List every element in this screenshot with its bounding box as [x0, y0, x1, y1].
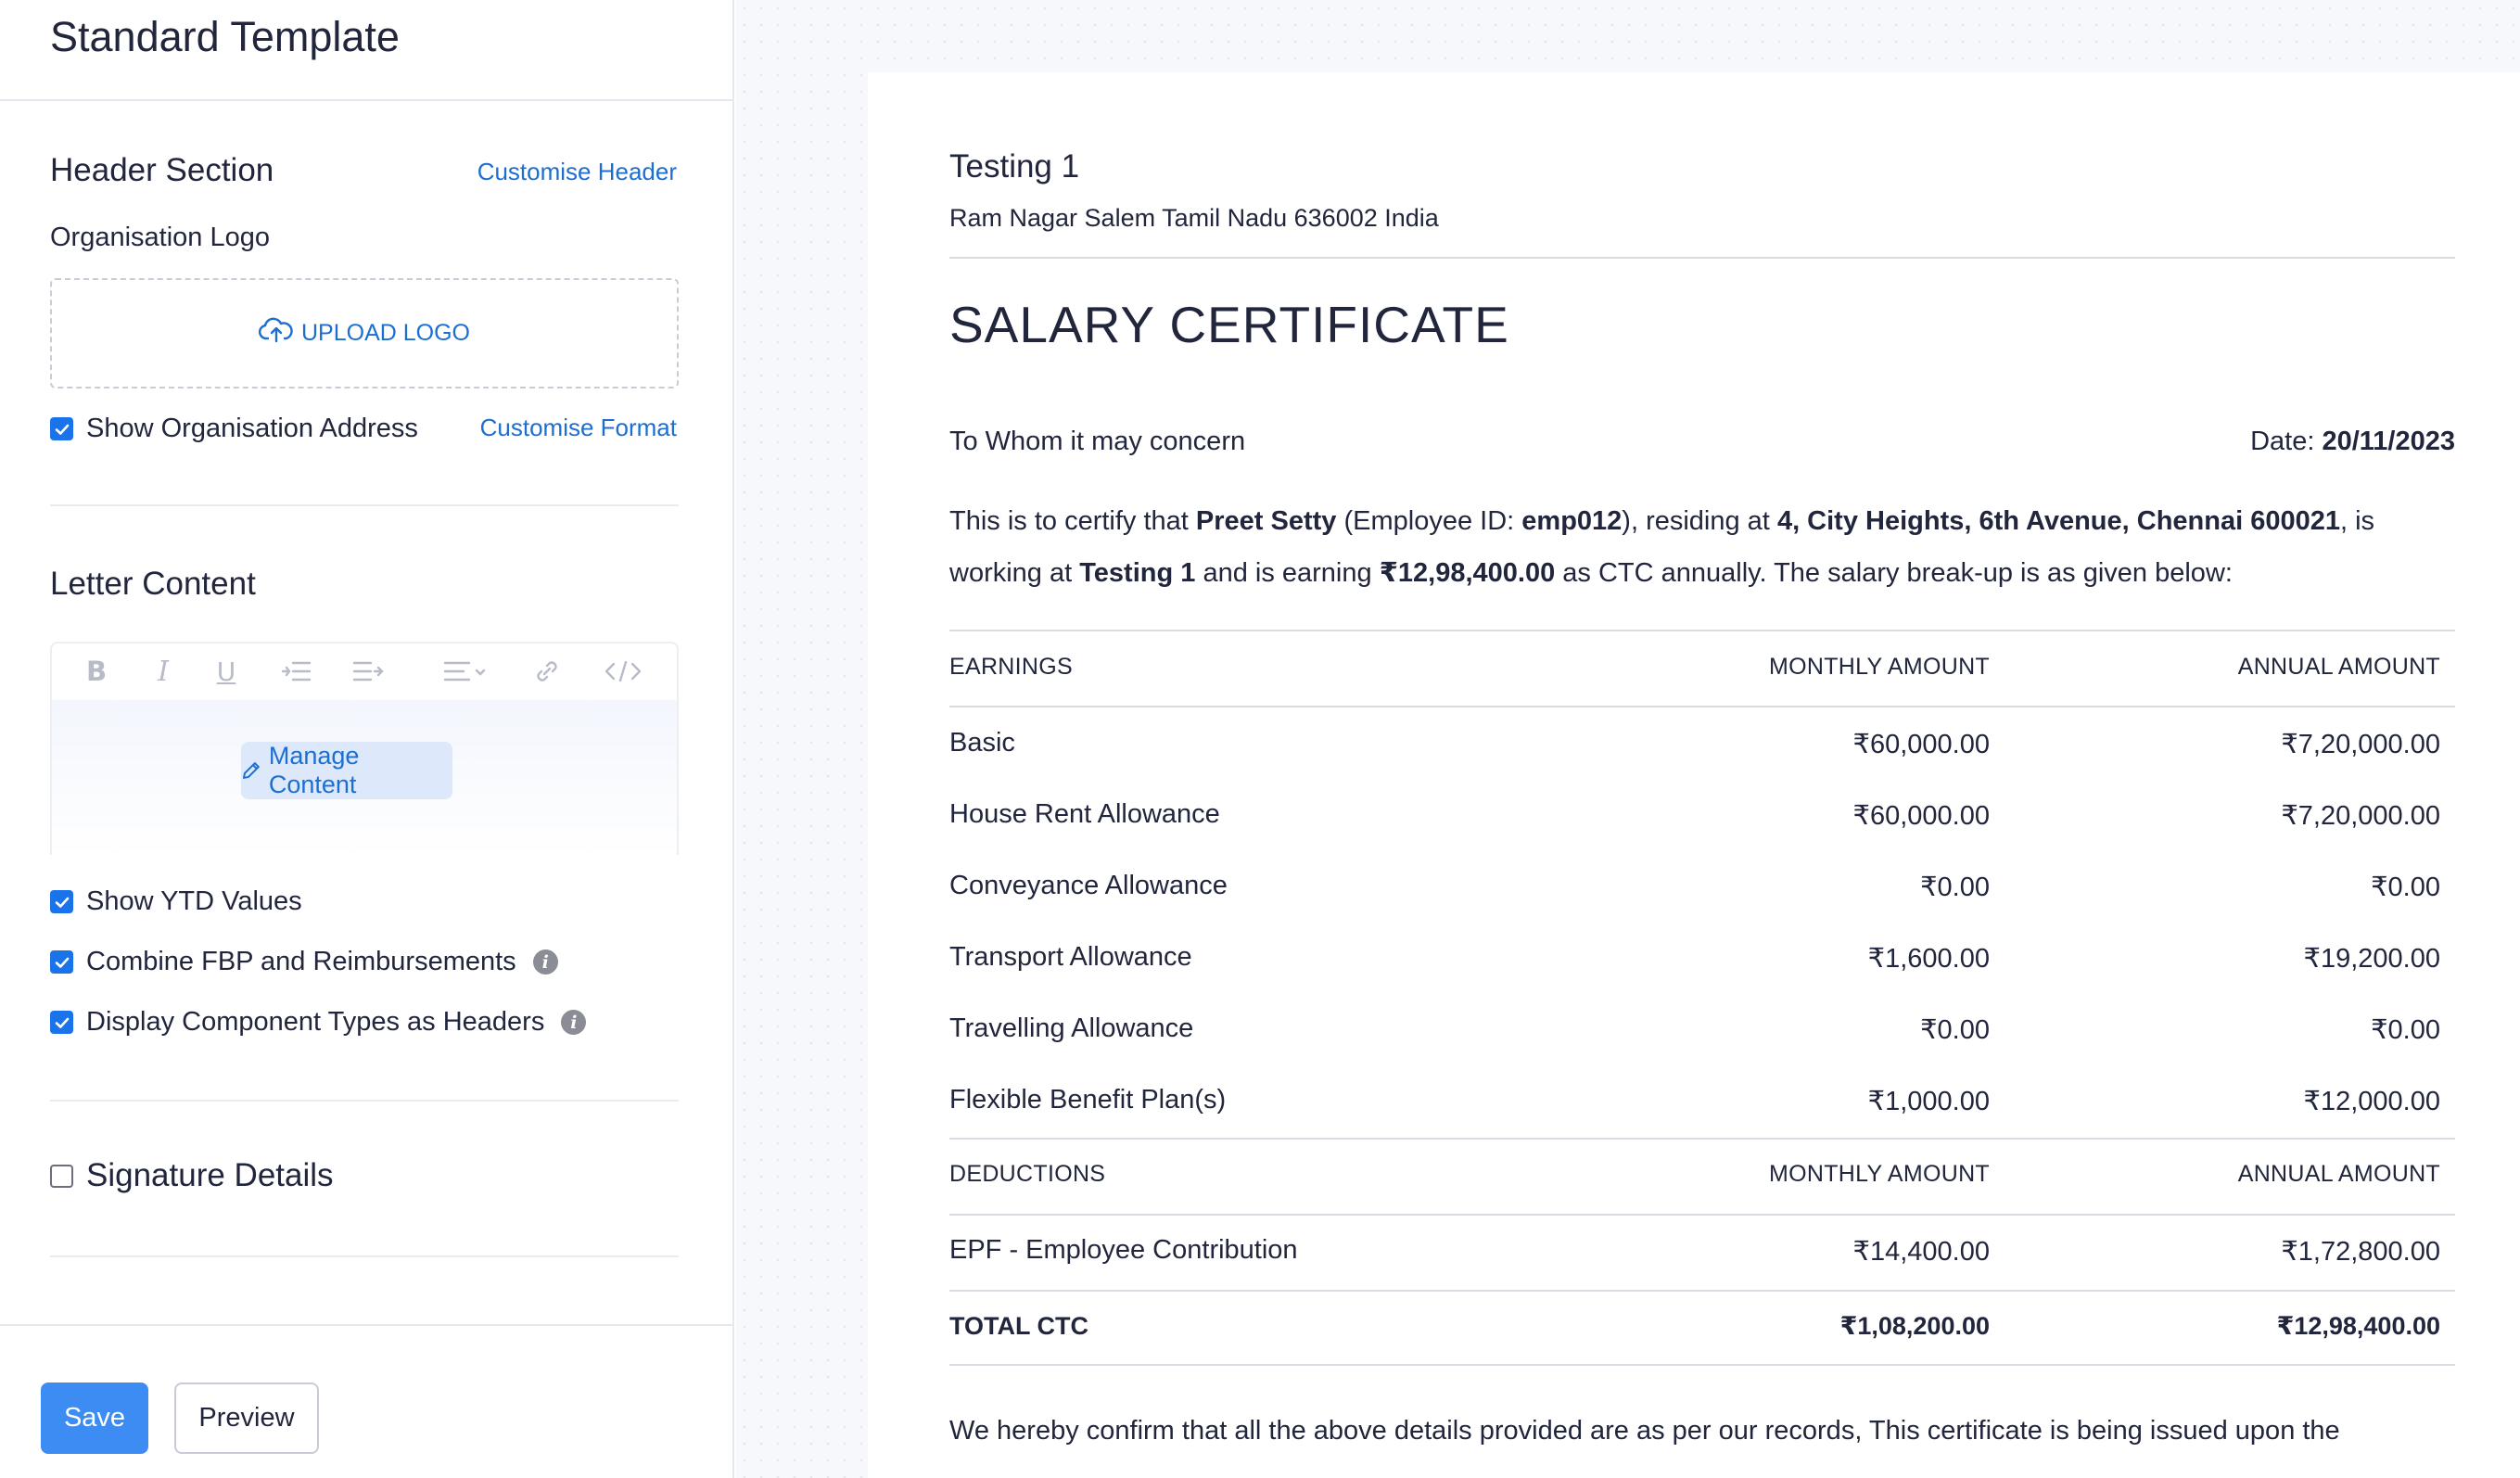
- certificate-document: [868, 72, 2520, 1478]
- organisation-logo-label: Organisation Logo: [50, 223, 270, 252]
- ctc-amount: ₹12,98,400.00: [1379, 558, 1556, 588]
- combine-fbp-option[interactable]: [50, 947, 558, 977]
- customise-header-link[interactable]: Customise Header: [477, 158, 677, 185]
- component-headers-checkbox[interactable]: [50, 1011, 73, 1034]
- document-date: [2250, 427, 2455, 457]
- table-row: [949, 1013, 2455, 1069]
- save-button[interactable]: Save: [41, 1382, 148, 1454]
- combine-fbp-checkbox[interactable]: [50, 950, 73, 974]
- divider: [50, 504, 679, 506]
- date-label: Date:: [2250, 427, 2315, 456]
- annual-amount: ₹7,20,000.00: [2281, 730, 2440, 759]
- cloud-upload-icon: [259, 316, 294, 350]
- component-name: Conveyance Allowance: [949, 871, 1228, 900]
- component-name: House Rent Allowance: [949, 799, 1220, 829]
- component-name: Travelling Allowance: [949, 1013, 1194, 1043]
- monthly-amount: ₹60,000.00: [1852, 801, 1990, 831]
- divider: [949, 706, 2455, 707]
- monthly-amount: ₹1,600.00: [1867, 944, 1990, 974]
- annual-amount: ₹0.00: [2371, 873, 2440, 902]
- monthly-amount: ₹0.00: [1920, 1015, 1990, 1045]
- employee-address: 4, City Heights, 6th Avenue, Chennai 600021: [1776, 506, 2340, 536]
- organisation-address: Ram Nagar Salem Tamil Nadu 636002 India: [949, 204, 1439, 232]
- total-annual: ₹12,98,400.00: [2276, 1312, 2440, 1340]
- earnings-header-row: [949, 654, 2455, 709]
- annual-amount: ₹12,000.00: [2303, 1087, 2440, 1116]
- table-row: [949, 871, 2455, 926]
- body-text: and is earning: [1195, 558, 1380, 588]
- employee-id: emp012: [1521, 506, 1623, 536]
- total-ctc-row: [949, 1312, 2455, 1368]
- divider: [949, 1364, 2455, 1366]
- divider: [0, 99, 732, 101]
- certificate-body: [949, 495, 2455, 599]
- panel-title: Standard Template: [50, 13, 400, 60]
- indent-icon[interactable]: [347, 653, 389, 690]
- body-text: , is working at: [949, 506, 2375, 588]
- combine-fbp-label: Combine FBP and Reimbursements: [86, 947, 516, 976]
- manage-content-button[interactable]: [241, 742, 452, 799]
- document-title: SALARY CERTIFICATE: [949, 296, 1509, 353]
- monthly-amount: ₹1,000.00: [1867, 1087, 1990, 1116]
- component-headers-label: Display Component Types as Headers: [86, 1007, 545, 1037]
- upload-logo-label: UPLOAD LOGO: [301, 320, 470, 346]
- letter-content-editor: [50, 642, 679, 855]
- component-name: Basic: [949, 728, 1015, 758]
- info-icon[interactable]: i: [533, 949, 558, 975]
- column-header: DEDUCTIONS: [949, 1161, 1106, 1187]
- divider: [949, 1290, 2455, 1292]
- annual-amount: ₹0.00: [2371, 1015, 2440, 1045]
- customise-format-link[interactable]: Customise Format: [479, 414, 677, 441]
- editor-toolbar: [52, 643, 677, 699]
- signature-details-option[interactable]: [50, 1157, 334, 1194]
- signature-details-label: Signature Details: [86, 1157, 334, 1193]
- table-row: [949, 1235, 2455, 1291]
- divider: [50, 1255, 679, 1257]
- body-text: as CTC annually. The salary break-up is as given below:: [1555, 558, 2233, 588]
- code-icon[interactable]: [599, 653, 647, 690]
- show-address-label: Show Organisation Address: [86, 414, 418, 443]
- component-name: Transport Allowance: [949, 942, 1192, 972]
- footer-divider: [0, 1324, 732, 1326]
- bold-icon[interactable]: B: [85, 656, 108, 687]
- settings-panel: [0, 0, 734, 1478]
- monthly-amount: ₹0.00: [1920, 873, 1990, 902]
- table-row: [949, 942, 2455, 998]
- monthly-amount: ₹60,000.00: [1852, 730, 1990, 759]
- table-row: [949, 728, 2455, 784]
- annual-amount: ₹1,72,800.00: [2281, 1237, 2440, 1267]
- align-icon[interactable]: [439, 653, 491, 690]
- divider: [949, 1214, 2455, 1216]
- manage-content-label: Manage Content: [268, 742, 360, 798]
- body-text: ), residing at: [1622, 506, 1777, 536]
- monthly-amount: ₹14,400.00: [1852, 1237, 1990, 1267]
- column-header: MONTHLY AMOUNT: [1768, 1161, 1990, 1187]
- annual-amount: ₹19,200.00: [2303, 944, 2440, 974]
- body-text: This is to certify that: [949, 506, 1196, 536]
- divider: [50, 1100, 679, 1102]
- preview-button[interactable]: Preview: [174, 1382, 319, 1454]
- deductions-header-row: [949, 1161, 2455, 1217]
- body-text: (Employee ID:: [1336, 506, 1522, 536]
- company-name: Testing 1: [1079, 558, 1196, 588]
- date-value: 20/11/2023: [2322, 427, 2455, 456]
- employee-name: Preet Setty: [1195, 506, 1337, 536]
- total-monthly: ₹1,08,200.00: [1839, 1312, 1990, 1340]
- link-icon[interactable]: [528, 653, 566, 690]
- show-ytd-label: Show YTD Values: [86, 886, 302, 916]
- show-ytd-checkbox[interactable]: [50, 890, 73, 913]
- column-header: ANNUAL AMOUNT: [2237, 1161, 2440, 1187]
- component-name: Flexible Benefit Plan(s): [949, 1085, 1227, 1115]
- signature-details-checkbox[interactable]: [50, 1165, 73, 1188]
- underline-icon[interactable]: U: [216, 656, 236, 687]
- table-row: [949, 1085, 2455, 1140]
- upload-logo-button[interactable]: [50, 278, 679, 389]
- table-row: [949, 799, 2455, 855]
- component-name: EPF - Employee Contribution: [949, 1235, 1298, 1265]
- italic-icon[interactable]: I: [158, 655, 169, 688]
- letter-content-heading: Letter Content: [50, 566, 256, 602]
- outdent-icon[interactable]: [274, 653, 317, 690]
- organisation-name: Testing 1: [949, 148, 1080, 185]
- divider: [949, 630, 2455, 631]
- annual-amount: ₹7,20,000.00: [2281, 801, 2440, 831]
- header-section-heading: Header Section: [50, 152, 274, 188]
- show-address-option[interactable]: [50, 414, 418, 444]
- column-header: EARNINGS: [949, 654, 1073, 680]
- column-header: MONTHLY AMOUNT: [1768, 654, 1990, 680]
- divider: [949, 1138, 2455, 1140]
- column-header: ANNUAL AMOUNT: [2237, 654, 2440, 680]
- show-address-checkbox[interactable]: [50, 417, 73, 440]
- closing-paragraph: We hereby confirm that all the above details provided are as per our records, This certificate is being issued upon the: [949, 1416, 2340, 1446]
- preview-area: [736, 0, 2520, 1478]
- total-label: TOTAL CTC: [949, 1312, 1088, 1340]
- component-headers-option[interactable]: [50, 1007, 586, 1038]
- info-icon[interactable]: i: [561, 1010, 586, 1035]
- pencil-icon: [241, 760, 261, 781]
- divider: [949, 257, 2455, 259]
- show-ytd-option[interactable]: [50, 886, 302, 917]
- salutation: To Whom it may concern: [949, 427, 1246, 456]
